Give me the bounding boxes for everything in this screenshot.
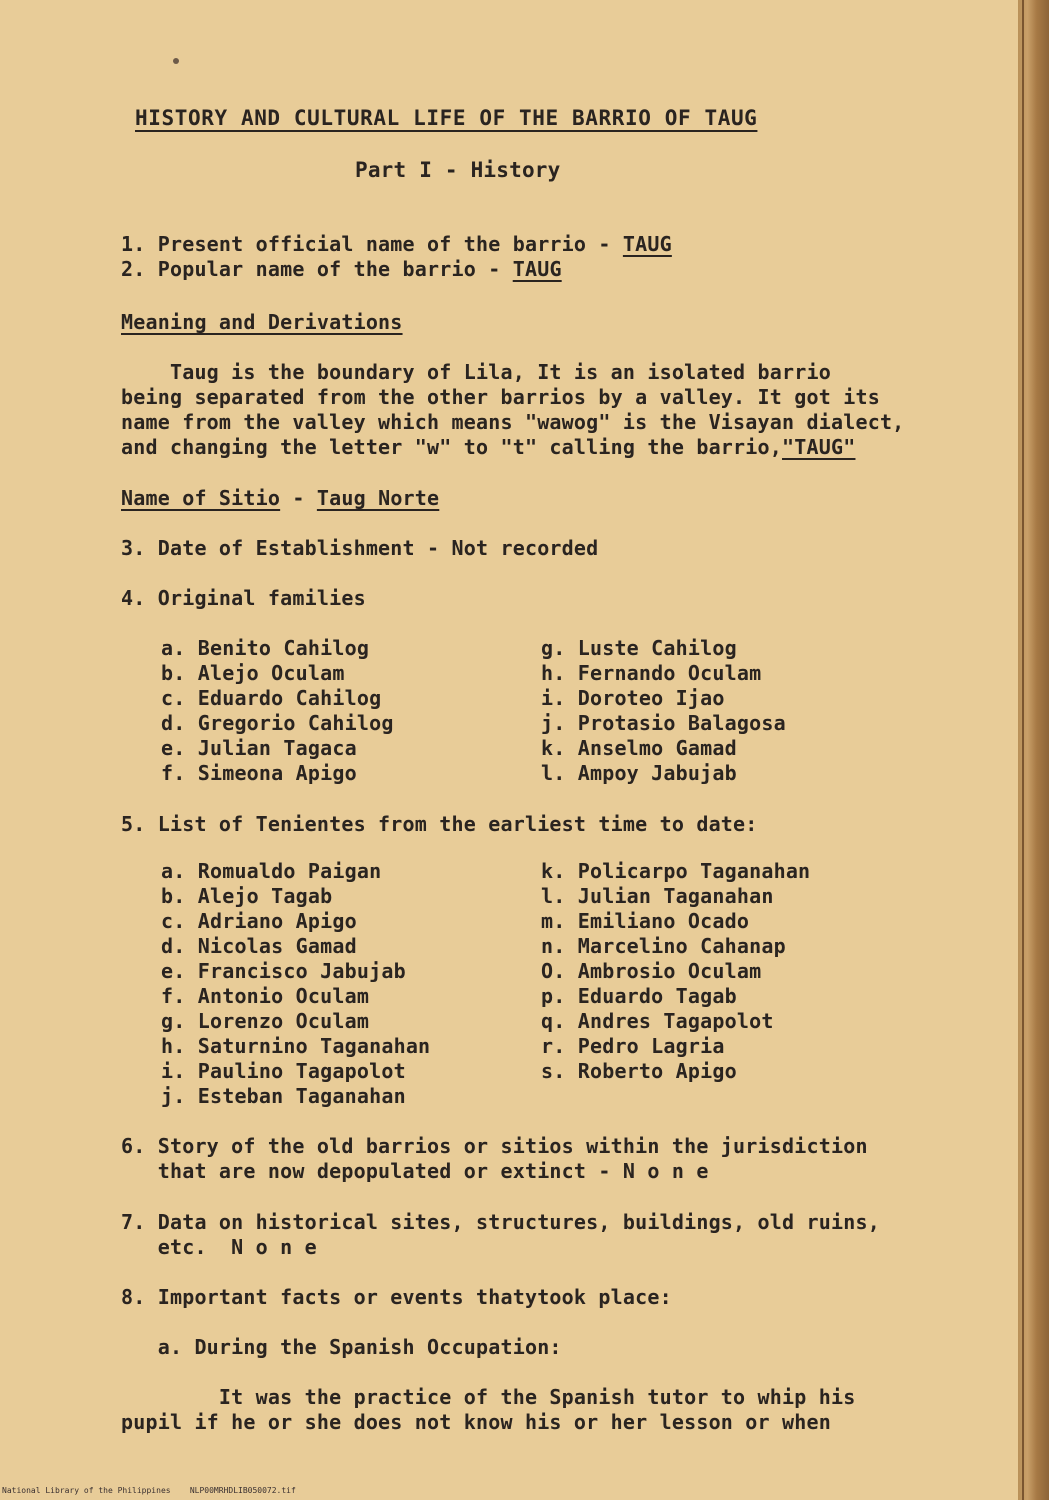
list-item: i. Doroteo Ijao xyxy=(541,686,725,710)
item-6-line-2: that are now depopulated or extinct - N o n e xyxy=(121,1159,709,1183)
list-item: a. Romualdo Paigan xyxy=(161,859,382,883)
list-item: c. Eduardo Cahilog xyxy=(161,686,382,710)
list-item: h. Saturnino Taganahan xyxy=(161,1034,431,1058)
part-heading: Part I - History xyxy=(355,158,561,182)
list-item: d. Nicolas Gamad xyxy=(161,934,357,958)
list-item: b. Alejo Oculam xyxy=(161,661,345,685)
list-item: s. Roberto Apigo xyxy=(541,1059,737,1083)
item-8-para-line-2: pupil if he or she does not know his or her lesson or when xyxy=(121,1410,831,1434)
meaning-heading: Meaning and Derivations xyxy=(121,310,403,334)
list-item: c. Adriano Apigo xyxy=(161,909,357,933)
item-7-line-1: 7. Data on historical sites, structures, buildings, old ruins, xyxy=(121,1210,880,1234)
item-4-heading: 4. Original families xyxy=(121,586,366,610)
sitio-line: Name of Sitio - Taug Norte xyxy=(121,486,440,510)
list-item: d. Gregorio Cahilog xyxy=(161,711,394,735)
list-item: h. Fernando Oculam xyxy=(541,661,762,685)
meaning-line-2: being separated from the other barrios by a valley. It got its xyxy=(121,385,880,409)
list-item: i. Paulino Tagapolot xyxy=(161,1059,406,1083)
list-item: e. Julian Tagaca xyxy=(161,736,357,760)
book-binding-edge xyxy=(1018,0,1049,1500)
list-item: q. Andres Tagapolot xyxy=(541,1009,774,1033)
item-8-para-line-1: It was the practice of the Spanish tutor to whip his xyxy=(121,1385,856,1409)
list-item: e. Francisco Jabujab xyxy=(161,959,406,983)
list-item: b. Alejo Tagab xyxy=(161,884,333,908)
list-item: j. Protasio Balagosa xyxy=(541,711,786,735)
list-item: p. Eduardo Tagab xyxy=(541,984,737,1008)
meaning-line-4: and changing the letter "w" to "t" calling the barrio,"TAUG" xyxy=(121,435,856,459)
item-3: 3. Date of Establishment - Not recorded xyxy=(121,536,599,560)
paper-speck xyxy=(173,58,179,64)
list-item: g. Luste Cahilog xyxy=(541,636,737,660)
scan-footer: National Library of the Philippines NLP00MRHDLIB050072.tif xyxy=(2,1486,296,1495)
item-8-heading: 8. Important facts or events thatytook place: xyxy=(121,1285,672,1309)
list-item: j. Esteban Taganahan xyxy=(161,1084,406,1108)
meaning-line-3: name from the valley which means "wawog" is the Visayan dialect, xyxy=(121,410,905,434)
list-item: l. Ampoy Jabujab xyxy=(541,761,737,785)
list-item: n. Marcelino Cahanap xyxy=(541,934,786,958)
list-item: O. Ambrosio Oculam xyxy=(541,959,762,983)
list-item: l. Julian Taganahan xyxy=(541,884,774,908)
list-item: g. Lorenzo Oculam xyxy=(161,1009,370,1033)
item-6-line-1: 6. Story of the old barrios or sitios within the jurisdiction xyxy=(121,1134,868,1158)
list-item: r. Pedro Lagria xyxy=(541,1034,725,1058)
item-8-sub-a: a. During the Spanish Occupation: xyxy=(121,1335,562,1359)
list-item: a. Benito Cahilog xyxy=(161,636,370,660)
list-item: f. Simeona Apigo xyxy=(161,761,357,785)
list-item: m. Emiliano Ocado xyxy=(541,909,750,933)
meaning-line-1: Taug is the boundary of Lila, It is an isolated barrio xyxy=(121,360,831,384)
list-item: k. Anselmo Gamad xyxy=(541,736,737,760)
document-title: HISTORY AND CULTURAL LIFE OF THE BARRIO OF TAUG xyxy=(135,106,758,130)
item-7-line-2: etc. N o n e xyxy=(121,1235,317,1259)
item-1: 1. Present official name of the barrio - TAUG xyxy=(121,232,672,256)
list-item: f. Antonio Oculam xyxy=(161,984,370,1008)
item-2: 2. Popular name of the barrio - TAUG xyxy=(121,257,562,281)
item-5-heading: 5. List of Tenientes from the earliest time to date: xyxy=(121,812,758,836)
list-item: k. Policarpo Taganahan xyxy=(541,859,811,883)
